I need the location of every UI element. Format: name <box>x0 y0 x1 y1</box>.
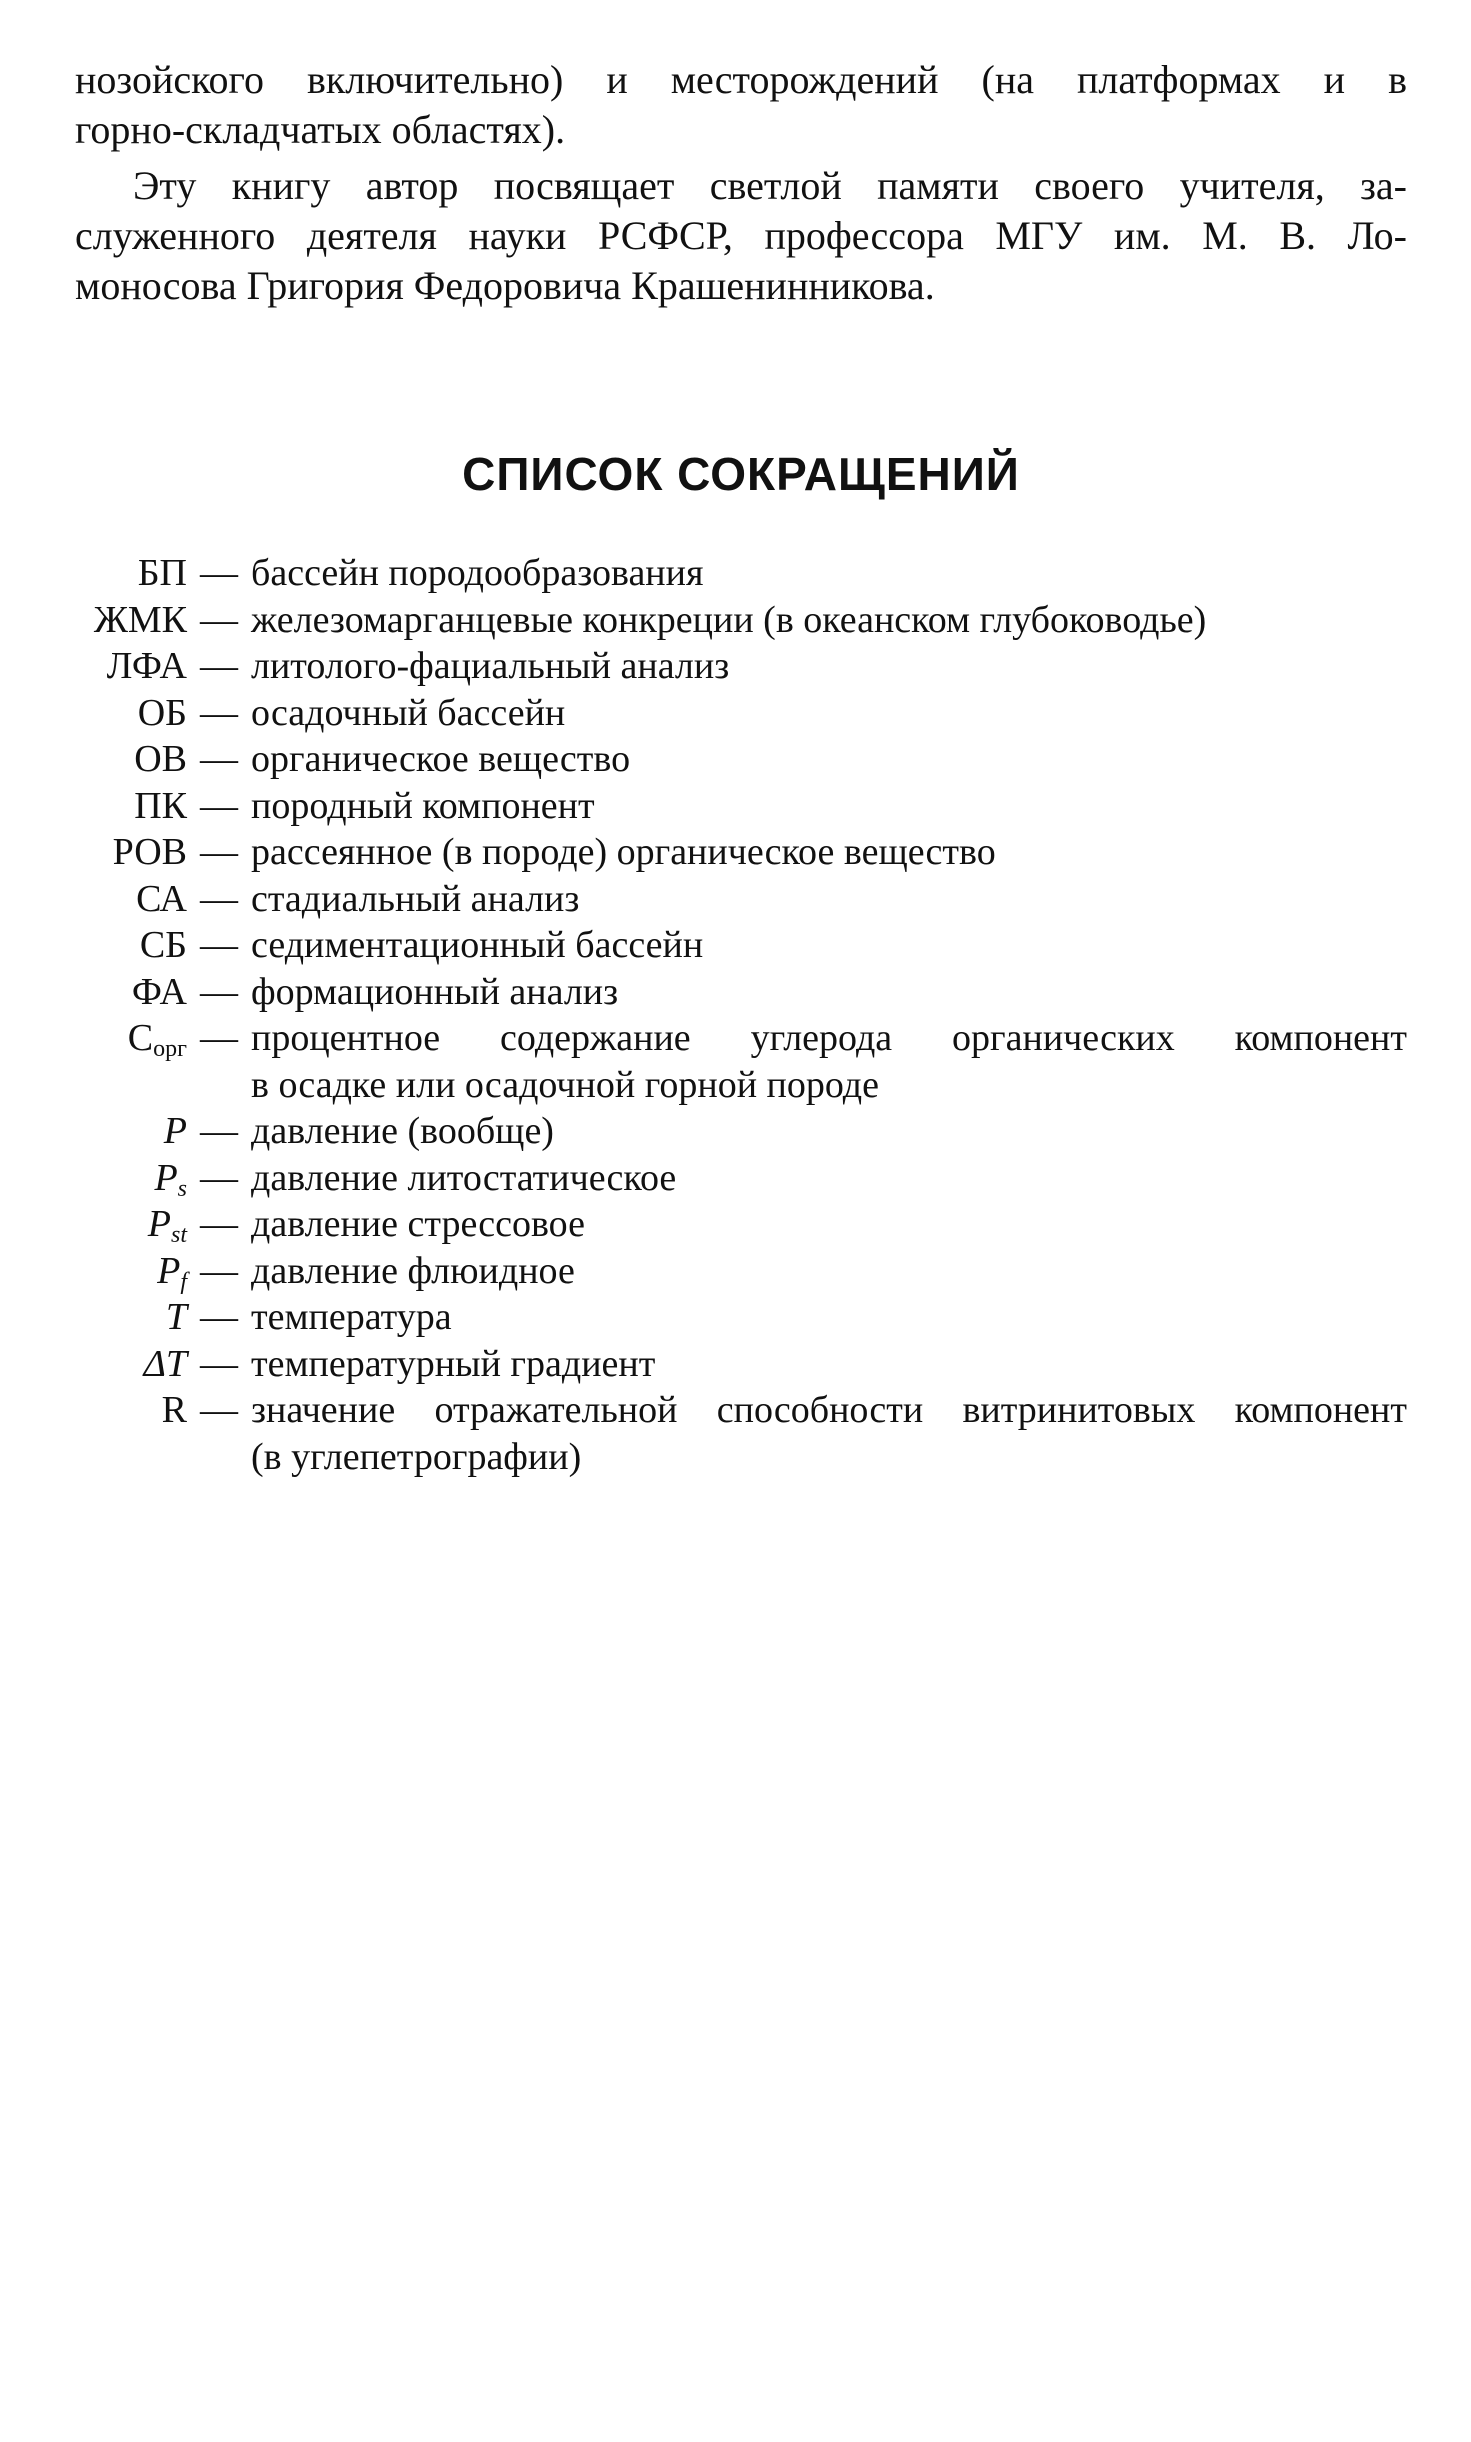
abbreviation-term: $P_f$ <box>157 1249 187 1295</box>
abbreviation-row <box>75 550 1407 597</box>
abbreviation-term: $P_s$ <box>154 1156 187 1202</box>
text-line: служенного деятеля науки РСФСР, профессора МГУ им. М. В. Ло- <box>75 213 1407 258</box>
abbreviation-term: СБ <box>139 924 187 966</box>
dash: — <box>200 1249 238 1292</box>
abbreviation-term: $P_{st}$ <box>147 1203 187 1248</box>
abbreviation-term: P <box>163 1110 187 1152</box>
abbreviation-definition: литолого-фациальный анализ <box>251 645 730 687</box>
abbreviation-term: БП <box>137 552 187 594</box>
abbreviation-row <box>75 690 1407 737</box>
abbreviation-definition: процентное содержание углерода органических компонент в осадке или осадочной горной породе <box>251 1017 1407 1106</box>
abbreviation-list <box>75 550 1407 1480</box>
abbreviation-definition: давление (вообще) <box>251 1110 554 1152</box>
abbreviation-definition: значение отражательной способности витринитовых компонент (в углепетрографии) <box>251 1389 1407 1478</box>
abbreviation-row <box>75 1294 1407 1341</box>
abbreviation-term: ПК <box>134 784 187 827</box>
abbreviation-definition: формационный анализ <box>251 970 619 1013</box>
abbreviation-definition: давление стрессовое <box>251 1203 586 1245</box>
dash: — <box>200 1110 238 1152</box>
dash: — <box>200 552 238 594</box>
abbreviation-term: $C_{орг}$ <box>127 1017 187 1062</box>
dash: — <box>200 1156 238 1199</box>
abbreviation-definition: породный компонент <box>251 784 595 827</box>
abbreviation-term: ЖМК <box>93 598 187 641</box>
abbreviation-term: ΔT <box>143 1342 187 1385</box>
abbreviation-term: T <box>165 1296 187 1338</box>
abbreviation-definition: стадиальный анализ <box>251 877 580 920</box>
text-line: горно-складчатых областях). <box>75 107 566 152</box>
abbreviation-term: РОВ <box>112 831 187 873</box>
abbreviation-term: R <box>161 1389 187 1431</box>
abbreviation-definition: бассейн породообразования <box>251 552 704 594</box>
dash: — <box>200 970 238 1013</box>
dash: — <box>200 924 238 966</box>
abbreviation-row <box>75 783 1407 830</box>
abbreviation-definition: железомарганцевые конкреции (в океанском глубоководье) <box>251 598 1207 641</box>
dash: — <box>200 877 238 920</box>
abbreviation-row <box>75 1015 1407 1108</box>
abbreviation-definition: осадочный бассейн <box>251 691 566 734</box>
dash: — <box>200 831 238 873</box>
abbreviation-row <box>75 597 1407 644</box>
dash: — <box>200 645 238 687</box>
abbreviation-definition: органическое вещество <box>251 738 631 780</box>
dash: — <box>200 1389 238 1431</box>
intro-paragraph-1 <box>75 55 1407 155</box>
dash: — <box>200 691 238 734</box>
dash: — <box>200 1296 238 1338</box>
dash: — <box>200 1342 238 1385</box>
abbreviation-row <box>75 922 1407 969</box>
page <box>75 55 1407 1478</box>
abbreviation-definition: седиментационный бассейн <box>251 924 704 966</box>
abbreviation-row <box>75 1341 1407 1388</box>
text-line: Эту книгу автор посвящает светлой памяти своего учителя, за- <box>133 163 1407 208</box>
intro-paragraph-2 <box>75 161 1407 311</box>
abbreviation-row <box>75 829 1407 876</box>
dash: — <box>200 1017 238 1059</box>
abbreviation-term: ЛФА <box>106 645 187 687</box>
abbreviation-row <box>75 1248 1407 1295</box>
abbreviation-term: СА <box>136 877 187 920</box>
abbreviation-term: ФА <box>131 970 187 1013</box>
abbreviation-definition: давление флюидное <box>251 1249 575 1292</box>
abbreviation-definition: рассеянное (в породе) органическое вещество <box>251 831 996 873</box>
text-line: моносова Григория Федоровича Крашенинникова. <box>75 263 935 308</box>
dash: — <box>200 738 238 780</box>
abbreviation-row <box>75 643 1407 690</box>
abbreviation-row <box>75 1108 1407 1155</box>
dash: — <box>200 784 238 827</box>
abbreviation-definition: давление литостатическое <box>251 1156 677 1199</box>
dash: — <box>200 1203 238 1245</box>
text-line: нозойского включительно) и месторождений (на платформах и в <box>75 57 1407 102</box>
abbreviation-row <box>75 969 1407 1016</box>
abbreviation-row <box>75 1387 1407 1480</box>
section-heading: СПИСОК СОКРАЩЕНИЙ <box>462 448 1020 500</box>
abbreviation-term: ОБ <box>137 691 187 734</box>
abbreviation-row <box>75 1155 1407 1202</box>
abbreviation-row <box>75 1201 1407 1248</box>
abbreviation-definition: температурный градиент <box>251 1342 656 1385</box>
abbreviation-definition: температура <box>251 1296 452 1338</box>
abbreviation-term: ОВ <box>134 738 187 780</box>
abbreviation-row <box>75 736 1407 783</box>
dash: — <box>200 598 238 641</box>
abbreviation-row <box>75 876 1407 923</box>
